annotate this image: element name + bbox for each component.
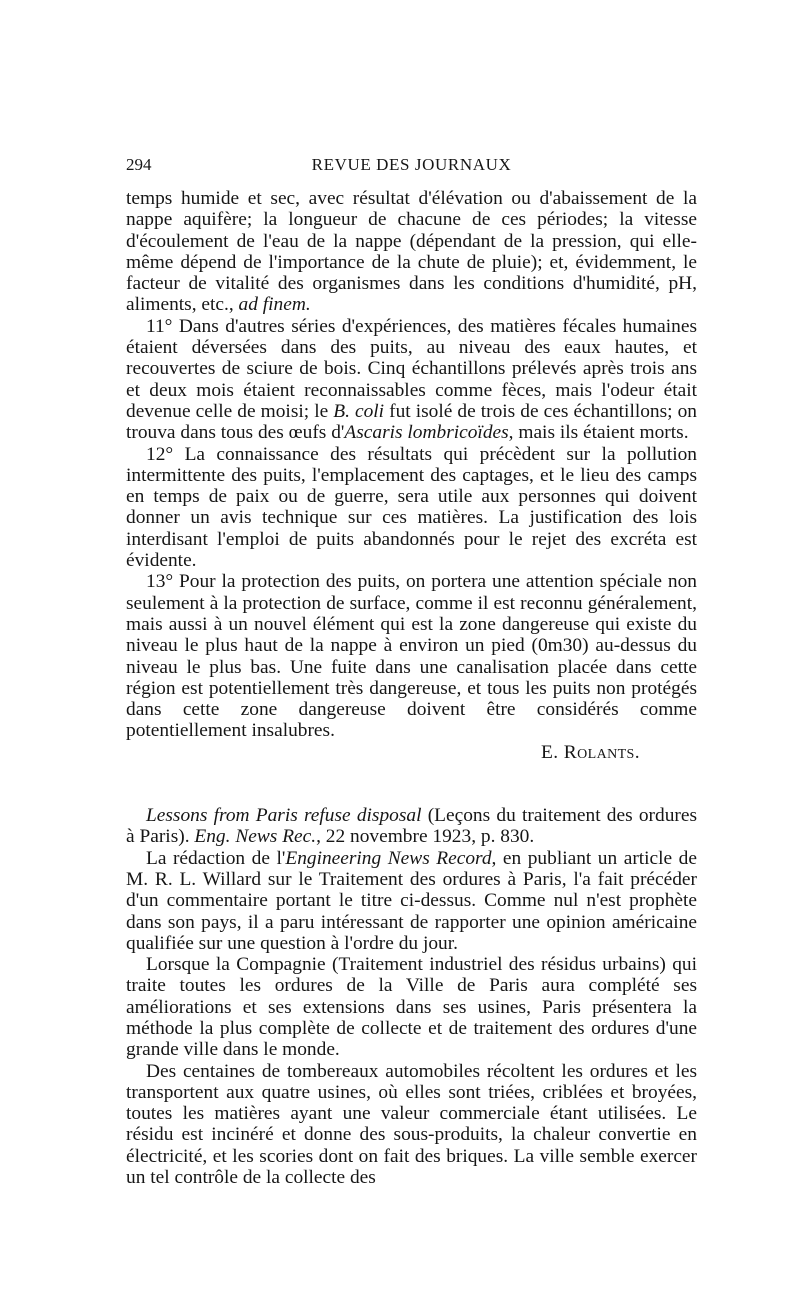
page-header <box>126 155 697 181</box>
text-run: temps humide et sec, avec résultat d'élévation ou d'abaissement de la nappe aquifère; la longueur de chacune de ces périodes; la vitesse d'écoulement de l'eau de la nappe (dépendant de la pression, qui elle-même dépend de l'importance de la chute de pluie); et, évidemment, le facteur de vitalité des organismes dans les conditions d'humidité, pH, aliments, etc., <box>126 188 697 316</box>
page-body <box>126 188 697 1188</box>
text-run: , 22 novembre 1923, p. 830. <box>316 826 535 848</box>
journal-name: Engineering News Record <box>285 847 492 869</box>
text-run: (Leçons du traitement des ordures à Paris). <box>126 805 698 848</box>
paragraph-11 <box>126 316 697 444</box>
species-name: Ascaris lombricoïdes <box>344 422 509 444</box>
journal-name: Eng. News Rec. <box>194 826 317 848</box>
text-run: fut isolé de trois de ces échantillons; on trouva dans tous des œufs d' <box>126 400 697 444</box>
running-title: REVUE DES JOURNAUX <box>311 155 512 174</box>
species-name: B. coli <box>333 400 385 422</box>
paragraph-12: 12° La connaissance des résultats qui précèdent sur la pollution intermittente des puits, l'emplacement des captages, et le lieu des camps en temps de paix ou de guerre, sera utile aux personnes qui doivent donner un avis technique sur ces matières. La justification des lois interdisant l'emploi de puits abandonnés pour le rejet des excréta est évidente. <box>126 443 697 572</box>
article-title: Lessons from Paris refuse disposal <box>146 805 422 827</box>
text-run: La rédaction de l' <box>146 847 286 869</box>
text-run: , mais ils étaient morts. <box>508 422 689 444</box>
author-signature: E. Rolants. <box>541 741 640 763</box>
paragraph-collection: Des centaines de tombereaux automobiles récoltent les ordures et les transportent aux quatre usines, où elles sont triées, criblées et broyées, toutes les matières ayant une valeur commerciale étant utilisées. Le résidu est incinéré et donne des sous-produits, la chaleur convertie en électricité, et les scories dont on fait des briques. La ville semble exercer un tel contrôle de la collecte des <box>126 1060 697 1189</box>
article-citation <box>126 805 697 848</box>
paragraph-company: Lorsque la Compagnie (Traitement industriel des résidus urbains) qui traite toutes les ordures de la Ville de Paris aura complété ses améliorations et ses extensions dans ses usines, Paris présentera la méthode la plus complète de collecte et de traitement des ordures d'une grande ville dans le monde. <box>126 954 697 1061</box>
paragraph-13: 13° Pour la protection des puits, on portera une attention spéciale non seulement à la protection de surface, comme il est reconnu généralement, mais aussi à un nouvel élément qui est la zone dangereuse qui existe du niveau le plus haut de la nappe à environ un pied (0m30) au-dessus du niveau le plus bas. Une fuite dans une canalisation placée dans cette région est potentiellement très dangereuse, et tous les puits non protégés dans cette zone dangereuse doivent être considérés comme potentiellement insalubres. <box>126 571 697 742</box>
text-run: , en publiant un article de M. R. L. Willard sur le Traitement des ordures à Paris, l'a fait précéder d'un commentaire portant le titre ci-dessus. Comme nul n'est prophète dans son pays, il a paru intéressant de rapporter une opinion américaine qualifiée sur une question à l'ordre du jour. <box>126 847 697 954</box>
paragraph-continuation <box>126 188 697 316</box>
page-number: 294 <box>126 155 152 174</box>
text-run: 11° Dans d'autres séries d'expériences, des matières fécales humaines étaient déversées dans des puits, au niveau des eaux hautes, et recouvertes de sciure de bois. Cinq échantillons prélevés après trois ans et deux mois étaient reconnaissables comme fèces, mais l'odeur était devenue celle de moisi; le <box>126 315 697 422</box>
latin-term: ad finem. <box>238 294 311 316</box>
paragraph-intro <box>126 848 697 954</box>
section-gap <box>126 763 697 805</box>
